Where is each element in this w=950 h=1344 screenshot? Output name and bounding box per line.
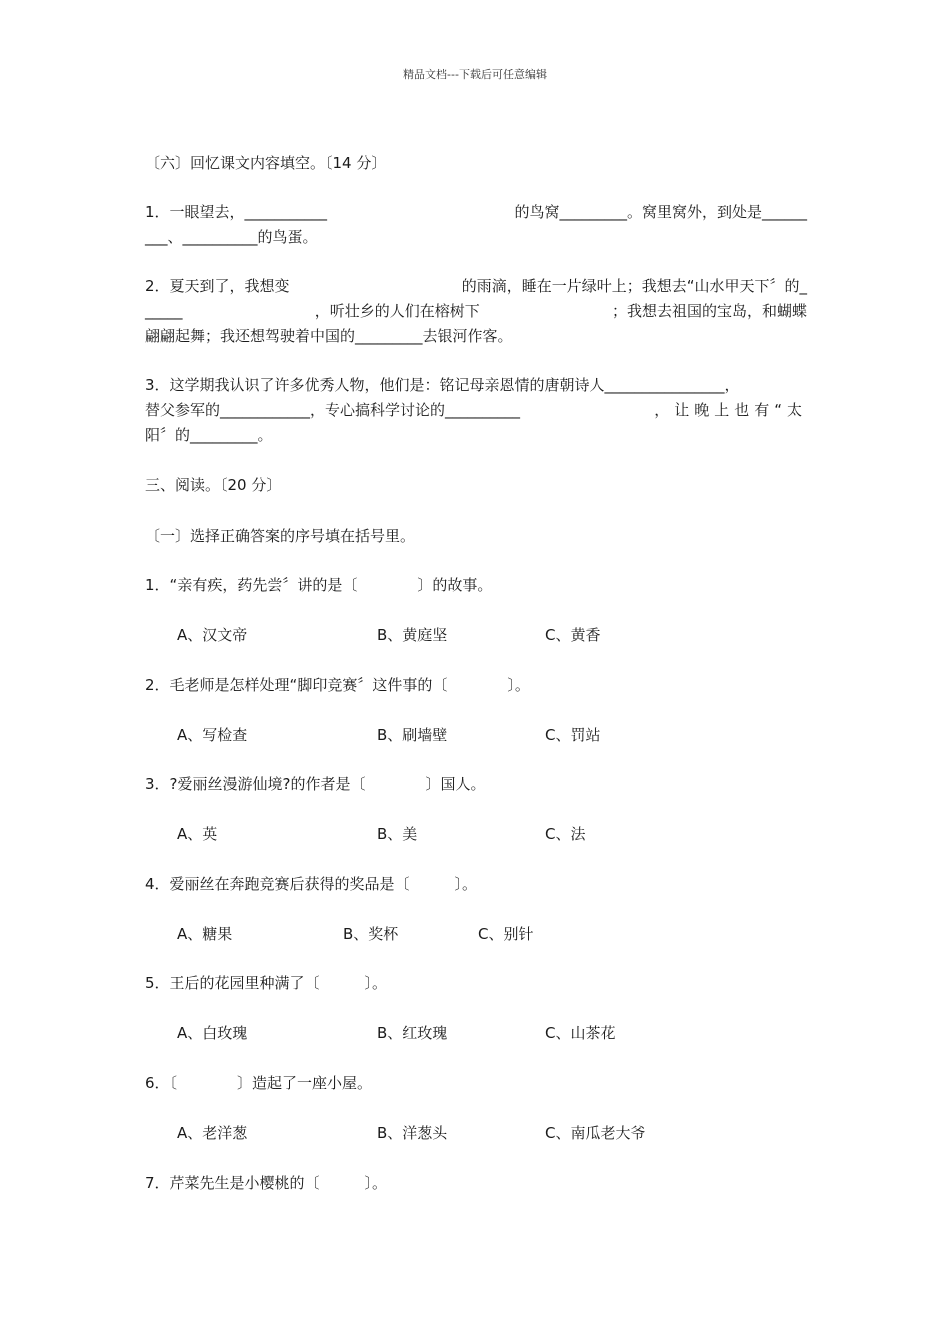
subsection-one-title: 〔一〕选择正确答案的序号填在括号里。 (145, 527, 416, 545)
q2-option-a: A、写检查 (177, 726, 248, 744)
q5-option-b: B、红玫瑰 (377, 1024, 448, 1042)
q3-option-a: A、英 (177, 825, 218, 843)
q3-line-1: 3．这学期我认识了许多优秀人物，他们是：铭记母亲恩情的唐朝诗人________________， (145, 376, 740, 394)
q2-option-c: C、罚站 (545, 726, 601, 744)
q4-option-b: B、奖杯 (343, 925, 399, 943)
q6-option-b: B、洋葱头 (377, 1124, 448, 1142)
q4-option-c: C、别针 (478, 925, 534, 943)
q1-part-b: 的鸟窝_________。窝里窝外，到处是______ (514, 203, 807, 221)
q2-option-b: B、刷墙壁 (377, 726, 448, 744)
fill-question-1 (145, 200, 807, 250)
q2-blank: _____ (145, 302, 183, 320)
q2-line-3: 翩翩起舞；我还想驾驶着中国的_________去银河作客。 (145, 327, 513, 345)
q1-line-2: ___、__________的鸟蛋。 (145, 228, 318, 246)
fill-question-3 (145, 373, 807, 448)
choice-question-3: 3．?爱丽丝漫游仙境?的作者是〔 〕国人。 (145, 775, 486, 793)
q3-option-b: B、美 (377, 825, 418, 843)
q1-option-a: A、汉文帝 (177, 626, 248, 644)
choice-question-4: 4．爱丽丝在奔跑竞赛后获得的奖品是〔 〕。 (145, 875, 478, 893)
q1-option-c: C、黄香 (545, 626, 601, 644)
choice-question-2: 2．毛老师是怎样处理“脚印竞赛〞这件事的〔 〕。 (145, 676, 530, 694)
choice-question-6: 6．〔 〕造起了一座小屋。 (145, 1074, 373, 1092)
q4-option-a: A、糖果 (177, 925, 233, 943)
q1-part-a: 1．一眼望去，___________ (145, 203, 328, 221)
q5-option-a: A、白玫瑰 (177, 1024, 248, 1042)
q3-option-c: C、法 (545, 825, 586, 843)
choice-question-7: 7．芹菜先生是小樱桃的〔 〕。 (145, 1174, 388, 1192)
q3-part-b: ，让晚上也有“太 (654, 401, 807, 419)
q3-line-3: 阳〞的_________。 (145, 426, 273, 444)
fill-question-2 (145, 274, 807, 349)
q5-option-c: C、山茶花 (545, 1024, 616, 1042)
q1-option-b: B、黄庭坚 (377, 626, 448, 644)
section-three-title: 三、阅读。〔20 分〕 (145, 476, 282, 494)
q2-part-a: 2．夏天到了，我想变 (145, 277, 290, 295)
q2-part-c: ，听壮乡的人们在榕树下 (314, 302, 480, 320)
q2-part-b: 的雨滴，睡在一片绿叶上；我想去“山水甲天下〞的_ (461, 277, 807, 295)
q3-part-a: 替父参军的____________，专心搞科学讨论的__________ (145, 401, 521, 419)
q2-part-d: ；我想去祖国的宝岛，和蝴蝶 (611, 302, 807, 320)
q6-option-c: C、南瓜老大爷 (545, 1124, 646, 1142)
q6-option-a: A、老洋葱 (177, 1124, 248, 1142)
header-note: 精品文档---下载后可任意编辑 (403, 68, 547, 81)
choice-question-5: 5．王后的花园里种满了〔 〕。 (145, 974, 388, 992)
section-six-title: 〔六〕回忆课文内容填空。〔14 分〕 (145, 154, 387, 172)
choice-question-1: 1．“亲有疾，药先尝〞讲的是〔 〕的故事。 (145, 576, 493, 594)
